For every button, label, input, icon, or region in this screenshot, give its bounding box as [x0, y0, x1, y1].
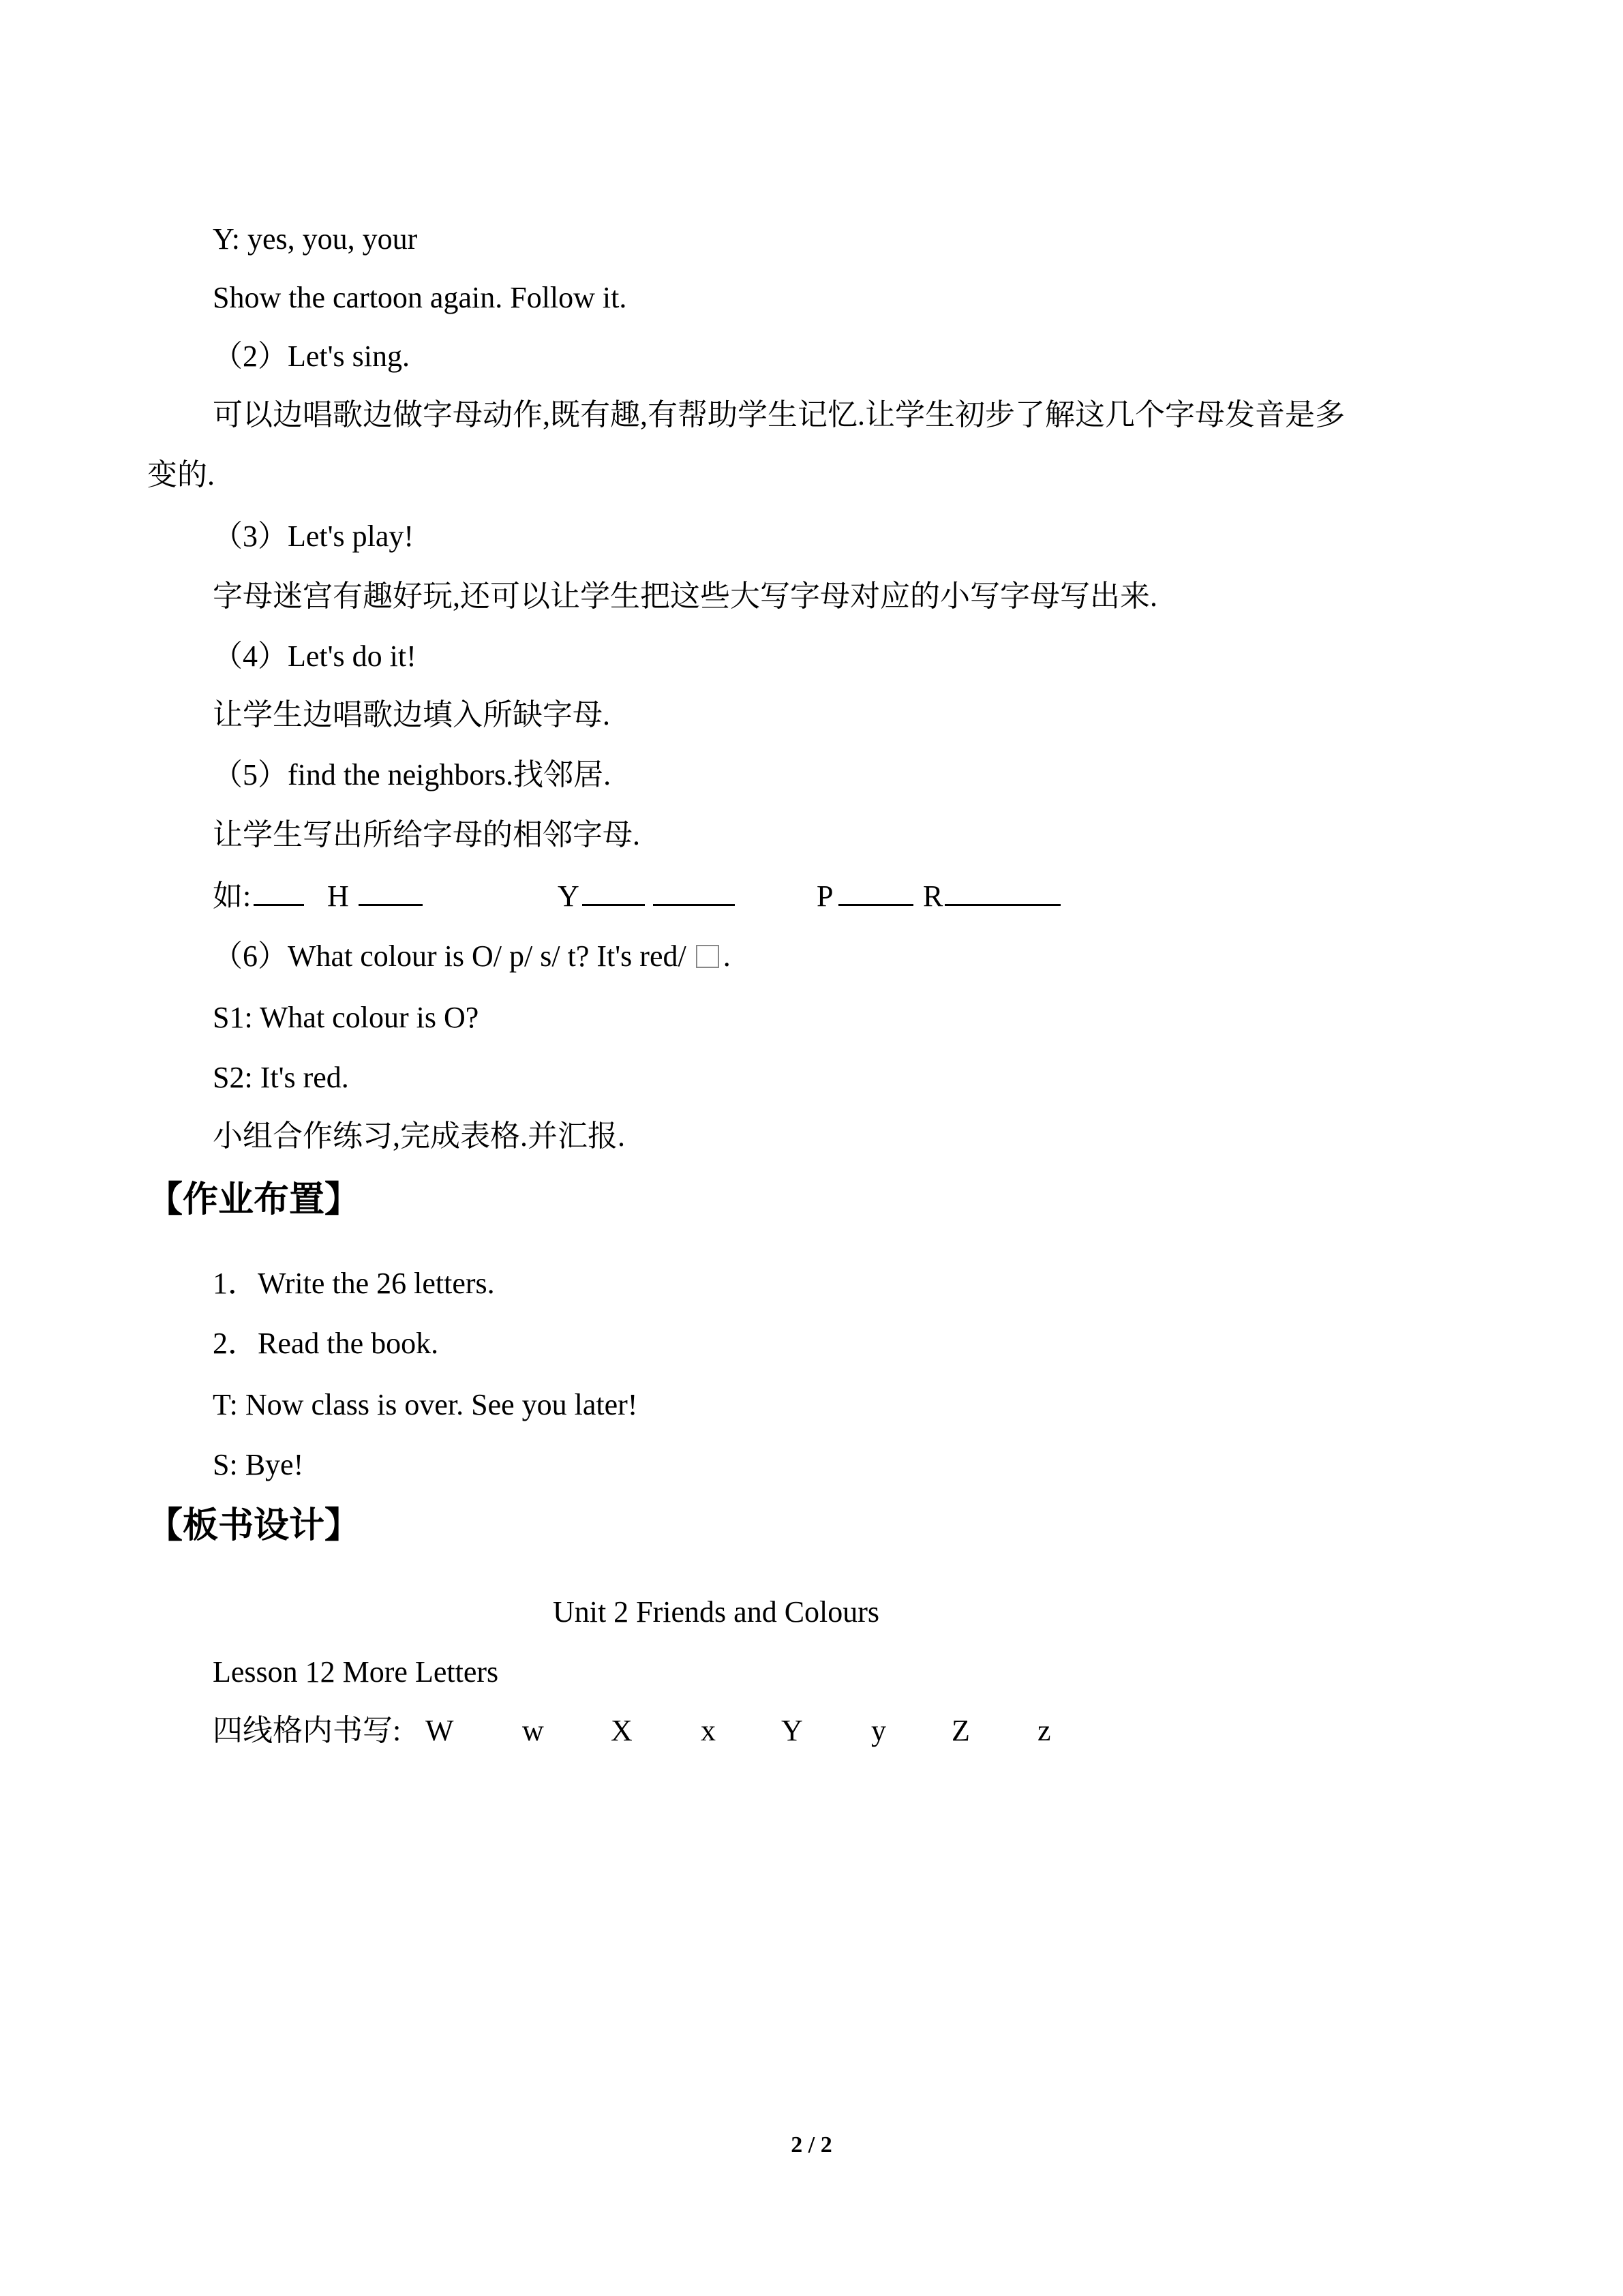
example-letter-h: H — [327, 879, 349, 913]
item-what-colour — [213, 938, 731, 975]
board-writing-row — [213, 1712, 1099, 1749]
board-design-heading: 【板书设计】 — [147, 1505, 361, 1546]
example-letter-y: Y — [558, 879, 579, 913]
writing-letter: Z — [952, 1714, 970, 1747]
item-find-neighbors: （5）find the neighbors.找邻居. — [213, 758, 611, 791]
item-lets-play: （3）Let's play! — [213, 519, 414, 553]
blank-5 — [838, 878, 913, 906]
writing-letter: Y — [781, 1714, 803, 1747]
play-description: 字母迷宫有趣好玩,还可以让学生把这些大写字母对应的小写字母写出来. — [213, 579, 1157, 613]
sing-description-line1: 可以边唱歌边做字母动作,既有趣,有帮助学生记忆.让学生初步了解这几个字母发音是多 — [213, 398, 1345, 432]
writing-letter: x — [701, 1714, 716, 1747]
writing-letter: z — [1037, 1714, 1051, 1747]
writing-letter: W — [425, 1714, 454, 1747]
blank-3 — [582, 878, 645, 906]
dialogue-s2: S2: It's red. — [213, 1061, 349, 1094]
blank-4 — [653, 878, 735, 906]
do-description: 让学生边唱歌边填入所缺字母. — [213, 698, 610, 731]
writing-letter: w — [522, 1714, 544, 1747]
teacher-line: T: Now class is over. See you later! — [213, 1388, 638, 1421]
homework-heading: 【作业布置】 — [147, 1179, 361, 1220]
writing-letter: y — [871, 1714, 886, 1747]
example-prefix: 如: — [213, 879, 252, 913]
item-what-colour-text: （6）What colour is O/ p/ s/ t? It's red/ — [213, 939, 686, 973]
square-symbol — [696, 945, 719, 968]
sing-description-line2: 变的. — [147, 458, 215, 492]
show-cartoon-line: Show the cartoon again. Follow it. — [213, 281, 627, 314]
neighbors-description: 让学生写出所给字母的相邻字母. — [213, 818, 640, 851]
page-number: 2 / 2 — [791, 2132, 832, 2158]
writing-letter: X — [611, 1714, 633, 1747]
board-lesson-title: Lesson 12 More Letters — [213, 1655, 499, 1689]
blank-1 — [254, 878, 304, 906]
example-letter-p: P — [817, 879, 834, 913]
student-line: S: Bye! — [213, 1448, 304, 1481]
board-unit-title: Unit 2 Friends and Colours — [552, 1595, 880, 1629]
homework-item-1: 1．Write the 26 letters. — [213, 1267, 495, 1300]
group-work-description: 小组合作练习,完成表格.并汇报. — [213, 1119, 625, 1153]
dialogue-s1: S1: What colour is O? — [213, 1001, 479, 1034]
item-lets-sing: （2）Let's sing. — [213, 339, 410, 373]
y-words-line: Y: yes, you, your — [213, 222, 418, 256]
item-lets-do-it: （4）Let's do it! — [213, 639, 416, 673]
blank-2 — [359, 878, 423, 906]
neighbors-example-row — [213, 878, 1099, 915]
example-letter-r: R — [923, 879, 943, 913]
item-what-colour-end: . — [723, 939, 731, 973]
writing-prefix: 四线格内书写: — [213, 1714, 401, 1747]
blank-6 — [945, 878, 1061, 906]
homework-item-2: 2．Read the book. — [213, 1327, 439, 1360]
